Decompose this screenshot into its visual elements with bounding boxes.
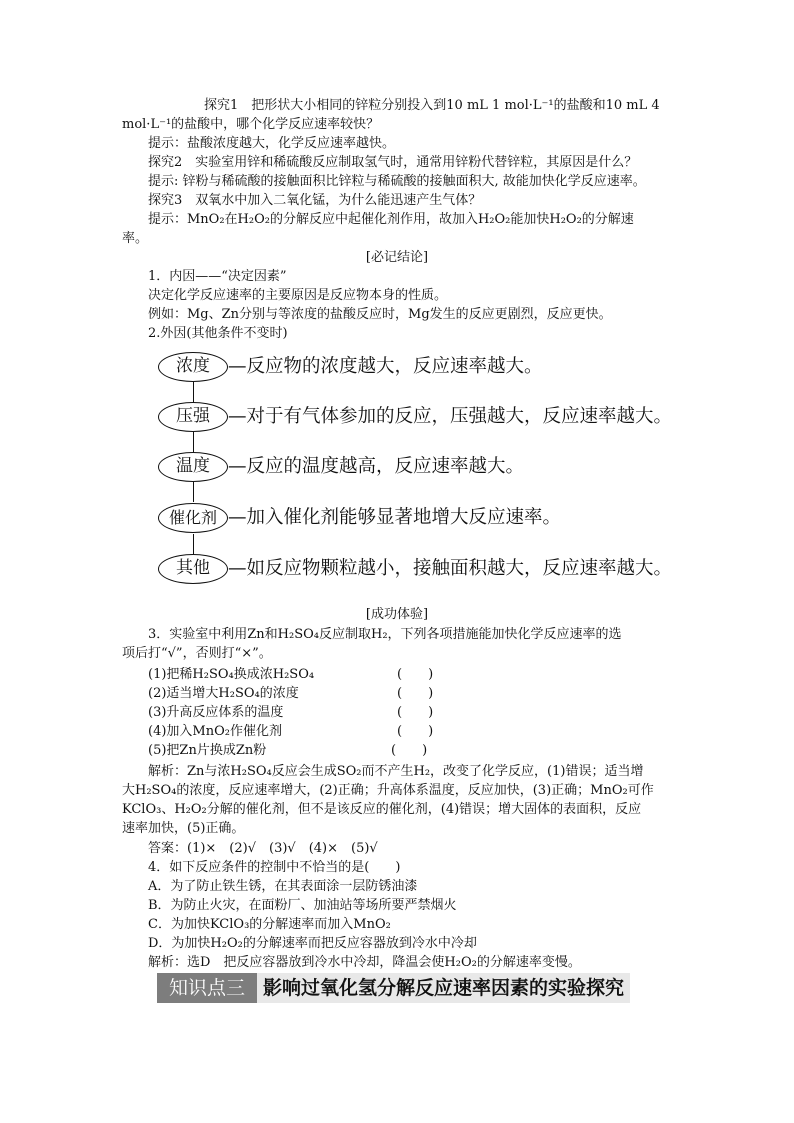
q3-item: (4)加入MnO₂作催化剂 (148, 724, 282, 739)
outer-factor-title: 2.外因(其他条件不变时) (148, 326, 288, 341)
hint3-line2: 率。 (122, 231, 149, 246)
section-conclusion-heading: [必记结论] (365, 250, 429, 265)
hint2: 提示: 锌粉与稀硫酸的接触面积比锌粒与稀硫酸的接触面积大, 故能加快化学反应速率。 (148, 174, 646, 189)
factor-text-concentration: —反应物的浓度越大，反应速率越大。 (228, 356, 543, 377)
q3-stem-line2: 项后打“√”，否则打“×”。 (122, 646, 272, 661)
factor-text-pressure: —对于有气体参加的反应，压强越大，反应速率越大。 (228, 406, 673, 427)
connector-line (193, 482, 194, 502)
explore2: 探究2 实验室用锌和稀硫酸反应制取氢气时，通常用锌粉代替锌粒，其原因是什么？ (148, 155, 638, 170)
q3-item: (1)把稀H₂SO₄换成浓H₂SO₄ (148, 667, 315, 682)
q3-answer-blank: ( ) (397, 667, 434, 682)
q4-option-b: B．为防止火灾，在面粉厂、加油站等场所要严禁烟火 (148, 898, 457, 913)
q3-answer-blank: ( ) (397, 705, 434, 720)
q4-analysis: 解析：选D 把反应容器放到冷水中冷却，降温会使H₂O₂的分解速率变慢。 (148, 955, 581, 970)
q4-option-c: C．为加快KClO₃的分解速率而加入MnO₂ (148, 917, 391, 932)
factor-text-catalyst: —加入催化剂能够显著地增大反应速率。 (228, 507, 562, 528)
factor-text-other: —如反应物颗粒越小，接触面积越大，反应速率越大。 (228, 558, 673, 579)
banner-title: 影响过氧化氢分解反应速率因素的实验探究 (257, 973, 630, 1003)
q4-option-a: A．为了防止铁生锈，在其表面涂一层防锈油漆 (148, 879, 418, 894)
q3-answer: 答案：(1)× (2)√ (3)√ (4)× (5)√ (148, 841, 378, 856)
knowledge-point-banner (157, 973, 630, 1003)
q3-item: (5)把Zn片换成Zn粉 (148, 743, 267, 758)
factor-text-temperature: —反应的温度越高，反应速率越大。 (228, 456, 525, 477)
q4-stem: 4．如下反应条件的控制中不恰当的是( ) (148, 860, 401, 875)
banner-label: 知识点三 (157, 973, 257, 1003)
connector-line (193, 382, 194, 402)
explore1-line1: 探究1 把形状大小相同的锌粒分别投入到10 mL 1 mol·L⁻¹的盐酸和10 mL 4 (204, 98, 660, 113)
q3-answer-blank: ( ) (397, 724, 434, 739)
hint1: 提示：盐酸浓度越大，化学反应速率越快。 (148, 136, 396, 151)
q3-answer-blank: ( ) (397, 686, 434, 701)
q4-option-d: D．为加快H₂O₂的分解速率而把反应容器放到冷水中冷却 (148, 936, 477, 951)
connector-line (193, 534, 194, 554)
factor-oval-other: 其他 (158, 554, 228, 584)
q3-answer-blank: ( ) (391, 743, 428, 758)
factor-oval-catalyst: 催化剂 (158, 503, 228, 533)
factor-oval-temperature: 温度 (158, 452, 228, 482)
q3-analysis-line: 速率加快，(5)正确。 (122, 821, 245, 836)
explore3: 探究3 双氧水中加入二氧化锰，为什么能迅速产生气体？ (148, 193, 482, 208)
inner-factor-text: 决定化学反应速率的主要原因是反应物本身的性质。 (148, 288, 448, 303)
explore1-line2: mol·L⁻¹的盐酸中，哪个化学反应速率较快？ (122, 117, 380, 132)
factor-oval-pressure: 压强 (158, 402, 228, 432)
q3-analysis-line: 解析：Zn与浓H₂SO₄反应会生成SO₂而不产生H₂，改变了化学反应，(1)错误；适当增 (148, 764, 644, 779)
inner-factor-title: 1．内因——“决定因素” (148, 269, 287, 284)
hint3-line1: 提示：MnO₂在H₂O₂的分解反应中起催化剂作用，故加入H₂O₂能加快H₂O₂的分解速 (148, 212, 634, 227)
q3-stem-line1: 3．实验室中利用Zn和H₂SO₄反应制取H₂，下列各项措施能加快化学反应速率的选 (148, 627, 622, 642)
connector-line (193, 432, 194, 452)
q3-item: (2)适当增大H₂SO₄的浓度 (148, 686, 299, 701)
q3-item: (3)升高反应体系的温度 (148, 705, 284, 720)
q3-analysis-line: KClO₃、H₂O₂分解的催化剂，但不是该反应的催化剂，(4)错误；增大固体的表面积，反应 (122, 802, 642, 817)
section-success-heading: [成功体验] (365, 607, 429, 622)
inner-factor-example: 例如：Mg、Zn分别与等浓度的盐酸反应时，Mg发生的反应更剧烈，反应更快。 (148, 307, 612, 322)
q3-analysis-line: 大H₂SO₄的浓度，反应速率增大，(2)正确；升高体系温度，反应加快，(3)正确；MnO₂可作 (122, 783, 654, 798)
factor-oval-concentration: 浓度 (158, 352, 228, 382)
